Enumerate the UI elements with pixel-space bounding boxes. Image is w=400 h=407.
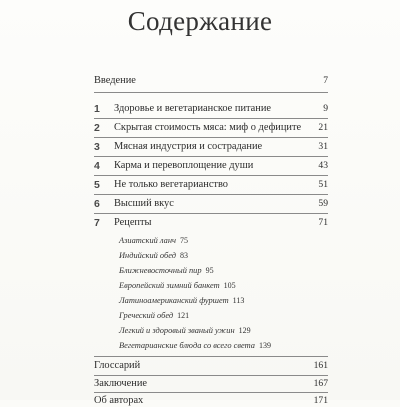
recipe-title: Европейский зимний банкет <box>119 281 220 290</box>
chapter-title: Здоровье и вегетарианское питание <box>114 103 272 114</box>
chapter-number: 6 <box>94 198 100 210</box>
recipe-title: Латиноамериканский фуршет <box>119 296 229 305</box>
chapter-page: 31 <box>318 141 328 152</box>
chapter-title: Высший вкус <box>114 198 174 209</box>
recipe-page: 83 <box>179 251 188 260</box>
toc-divider <box>94 137 328 138</box>
toc-recipe-6 <box>119 311 189 321</box>
toc-recipe-2 <box>119 251 188 261</box>
chapter-number: 4 <box>94 160 100 172</box>
toc-entry-page: 167 <box>313 378 328 389</box>
recipe-page: 139 <box>258 341 271 350</box>
recipe-page: 105 <box>223 281 236 290</box>
page-title: Содержание <box>127 6 273 36</box>
chapter-page: 43 <box>318 160 328 171</box>
recipe-title: Азиатский ланч <box>119 236 177 245</box>
toc-entry-label: Заключение <box>94 378 147 389</box>
recipe-title: Греческий обед <box>119 311 174 320</box>
chapter-number: 5 <box>94 179 100 191</box>
chapter-title: Мясная индустрия и сострадание <box>114 141 263 152</box>
toc-divider <box>94 213 328 214</box>
toc-recipe-7 <box>119 326 251 336</box>
recipe-page: 113 <box>232 296 245 305</box>
chapter-page: 59 <box>318 198 328 209</box>
toc-divider <box>94 175 328 176</box>
chapter-title: Рецепты <box>114 217 152 228</box>
recipe-title: Вегетарианские блюда со всего света <box>119 341 255 350</box>
chapter-number: 1 <box>94 103 100 115</box>
chapter-title: Не только вегетарианство <box>114 179 228 190</box>
toc-divider <box>94 156 328 157</box>
chapter-number: 3 <box>94 141 100 153</box>
toc-recipe-1 <box>119 236 188 246</box>
chapter-page: 51 <box>318 179 328 190</box>
chapter-number: 2 <box>94 122 100 134</box>
chapter-number: 7 <box>94 217 100 229</box>
toc-entry-page: 7 <box>323 75 328 86</box>
toc-divider <box>94 118 328 119</box>
toc-divider <box>94 92 328 93</box>
toc-entry-page: 171 <box>313 395 328 406</box>
toc-divider <box>94 194 328 195</box>
toc-divider <box>94 356 328 357</box>
chapter-title: Карма и перевоплощение души <box>114 160 254 171</box>
recipe-title: Ближневосточный пир <box>119 266 202 275</box>
toc-entry-page: 161 <box>313 360 328 371</box>
toc-recipe-3 <box>119 266 214 276</box>
toc-recipe-5 <box>119 296 244 306</box>
recipe-title: Индийский обед <box>119 251 176 260</box>
toc-divider <box>94 392 328 393</box>
chapter-page: 71 <box>318 217 328 228</box>
chapter-title: Скрытая стоимость мяса: миф о дефиците <box>114 122 302 133</box>
toc-divider <box>94 375 328 376</box>
recipe-title: Легкий и здоровый званый ужин <box>119 326 235 335</box>
chapter-page: 21 <box>318 122 328 133</box>
toc-entry-label: Об авторах <box>94 395 144 406</box>
toc-recipe-8 <box>119 341 271 351</box>
recipe-page: 75 <box>180 236 189 245</box>
toc-entry-label: Глоссарий <box>94 360 141 371</box>
recipe-page: 129 <box>238 326 251 335</box>
recipe-page: 95 <box>205 266 214 275</box>
chapter-page: 9 <box>323 103 328 114</box>
toc-recipe-4 <box>119 281 236 291</box>
recipe-page: 121 <box>177 311 190 320</box>
toc-entry-label: Введение <box>94 75 136 86</box>
